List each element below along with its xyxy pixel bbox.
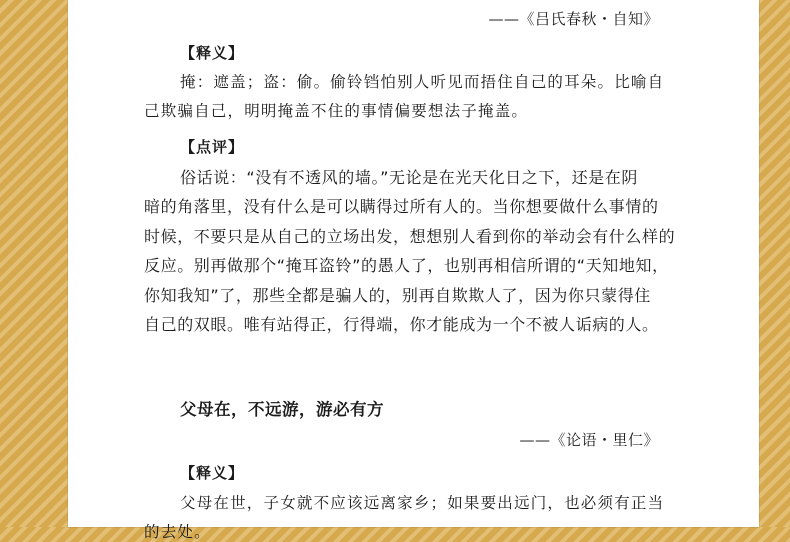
entry1-comment-line: 俗话说：“没有不透风的墙。”无论是在光天化日之下，还是在阴 [180,168,638,187]
entry2-meaning-header: 【释义】 [180,464,245,482]
entry2-meaning-line: 的去处。 [144,523,211,541]
entry1-meaning-line: 掩：遮盖；盗：偷。偷铃铛怕别人听见而捂住自己的耳朵。比喻自 [180,73,665,91]
entry1-source: ——《吕氏春秋・自知》 [488,10,659,28]
entry2-source: ——《论语・里仁》 [519,431,659,449]
entry1-comment-line: 你知我知”了，那些全都是骗人的，别再自欺欺人了，因为你只蒙得住 [144,286,651,305]
entry1-meaning-header: 【释义】 [180,44,245,62]
entry1-comment-line: 反应。别再做那个“掩耳盗铃”的愚人了，也别再相信所谓的“天知地知， [144,256,669,275]
entry2-title: 父母在，不远游，游必有方 [180,400,384,419]
entry1-comment-line: 时候，不要只是从自己的立场出发，想想别人看到你的举动会有什么样的 [144,227,676,246]
entry1-comment-line: 自己的双眼。唯有站得正，行得端，你才能成为一个不被人诟病的人。 [144,315,659,334]
entry1-meaning-line: 己欺骗自己，明明掩盖不住的事情偏要想法子掩盖。 [144,102,529,120]
entry2-meaning-line: 父母在世，子女就不应该远离家乡；如果要出远门，也必须有正当 [180,494,665,512]
entry1-comment-header: 【点评】 [180,138,245,156]
book-page [68,0,759,541]
entry1-comment-line: 暗的角落里，没有什么是可以瞒得过所有人的。当你想要做什么事情的 [144,197,659,216]
